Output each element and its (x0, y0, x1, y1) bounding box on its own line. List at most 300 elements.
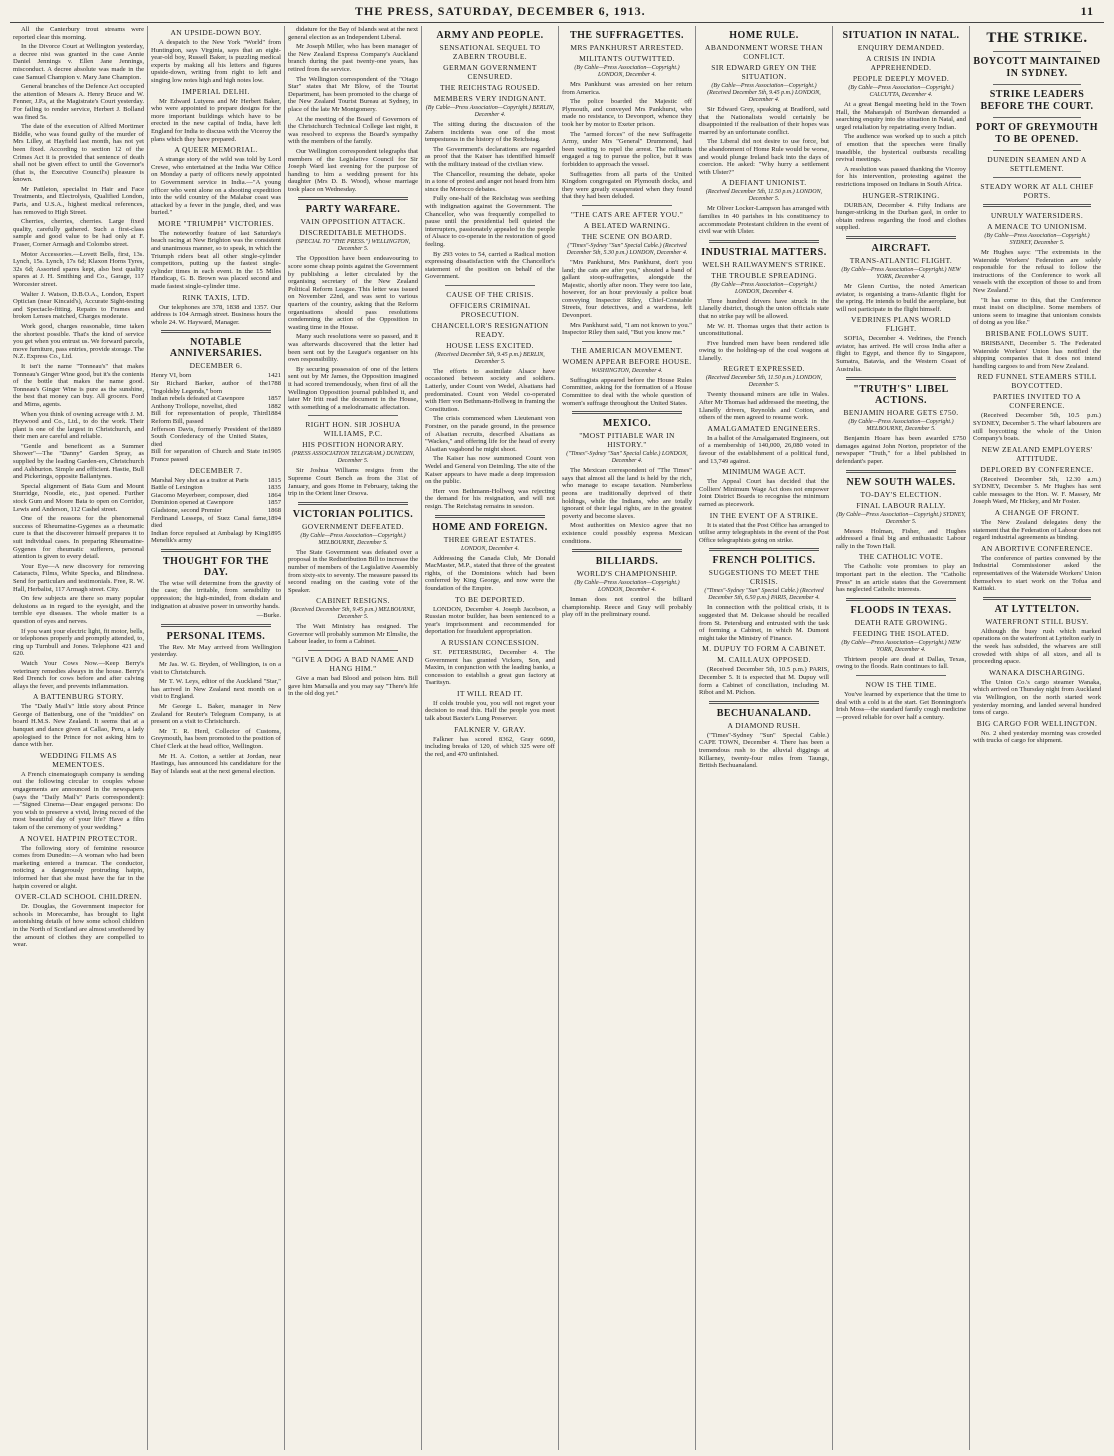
heading-brisbane: BRISBANE FOLLOWS SUIT. (985, 328, 1089, 338)
heading-read: IT WILL READ IT. (456, 688, 524, 698)
heading-faulkner: FALKNER V. GRAY. (454, 724, 526, 734)
heading-billiards-2: WORLD'S CHAMPIONSHIP. (576, 569, 678, 579)
column-3 (284, 26, 421, 1450)
pension-text: Sir Joshua Williams resigns from the Supreme Court Bench as from the 31st of January, and goes Home in February, taking the trip in the Orient liner Orsova. (288, 467, 418, 498)
news-paragraph: Watch Your Cows Now.—Keep Berry's veterinary remedies always in the house. Berry's Red Drench for cows before and after calving allays the fever, and prevents inflammation. (13, 659, 144, 690)
news-paragraph: "Mrs Pankhurst, Mrs Pankhurst, don't you land; the cats are after you," shouted a band of gallant stoop-suffragettes, alongside the Majestic, shortly after noon. They were too late, however, for an hour previously a police boat conveying Inspector Riley, Chief-Constable Streets, four detectives, and a wardress, left Devonport. (562, 258, 692, 320)
heading-truth: "TRUTH'S" LIBEL ACTIONS. (853, 384, 949, 407)
heading-personal: PERSONAL ITEMS. (166, 630, 266, 642)
school-text: Dr. Douglas, the Government inspector for schools in Morecambe, has brought to light astonishing details of how some school children in the North of Scotland are almost smothered by the amount of clothes they are compelled to wear. (13, 903, 144, 949)
russian-text: ST. PETERSBURG, December 4. The Government has granted Vickers, Son, and Maxim, in conjunction with the leading banks, a concession to establish a great gun factory at Tsaritsyn. (425, 648, 555, 687)
heading-triumph: MORE "TRIUMPH" VICTORIES. (157, 218, 275, 228)
news-paragraph: If you want your electric light, fit motor, bells, or telephones properly and promptly attended, to, ring up Turnbull and Jones. Telephone 421 and 620. (13, 627, 144, 658)
deport-text: LONDON, December 4. Joseph Jacobson, a Russian motor builder, has been sentenced to a year's imprisonment and recommended for deportation for fraudulent appropriation. (425, 605, 555, 636)
news-paragraph: In the Divorce Court at Wellington yesterday, a decree nisi was granted in the case Annie Daniel Jennings v. Ellen Jane Jennings, misconduct. A decree absolute was made in the case Samuel Champion v. Mary Jane Champion. (13, 43, 144, 81)
heading-pension: HIS POSITION HONORARY. (302, 440, 404, 450)
heading-industrial: INDUSTRIAL MATTERS. (701, 246, 827, 258)
french-byline: ("Times"-Sydney "Sun" Special Cable.) (Received December 5th, 6.50 p.m.) PARIS, December 4. (704, 588, 824, 602)
news-paragraph: The audience was worked up to such a pitch of emotion that the speeches were finally inaudible, the hysterical outbursts recalling revival meetings. (836, 133, 966, 164)
heading-russian: A RUSSIAN CONCESSION. (440, 637, 540, 647)
cabinet-byline: (Received December 5th, 9.45 p.m.) MELBOURNE, December 5. (290, 607, 416, 621)
personal-items (151, 644, 281, 776)
separator (846, 470, 956, 473)
heading-amal: AMALGAMATED ENGINEERS. (707, 423, 821, 433)
heading-strike-2: BOYCOTT MAINTAINED IN SYDNEY. (973, 56, 1101, 79)
column-5 (558, 26, 695, 1450)
anniv-date-1: DECEMBER 6. (189, 361, 243, 371)
heading-french: FRENCH POLITICS. (712, 555, 816, 567)
party-text (288, 255, 418, 411)
heading-bechuanaland: BECHUANALAND. (716, 707, 812, 719)
natal-byline: (By Cable—Press Association—Copyright.) CALCUTTA, December 4. (848, 85, 954, 98)
heading-strike: THE STRIKE. (986, 30, 1088, 46)
heading-defiant: A DEFIANT UNIONIST. (721, 178, 807, 188)
anniversary-row (151, 395, 281, 403)
column-6 (695, 26, 832, 1450)
natal-text (836, 101, 966, 189)
anniversary-year: 1788 (267, 380, 281, 387)
faulkner-text: Falkner has scored 8362, Gray 6090, including breaks of 120, of which 325 were off the red, and 470 unfinished. (425, 735, 555, 758)
change-text: The New Zealand delegates deny the statement that the Federation of Labour does not regard industrial agreements as binding. (973, 519, 1101, 542)
news-paragraph: The police boarded the Majestic off Plymouth, and conveyed Mrs Pankhurst, who made no resistance, to Devonport, whence they took her by motor to Exeter prison. (562, 98, 692, 128)
heading-big-cargo: BIG CARGO FOR WELLINGTON. (976, 718, 1098, 728)
heading-employers: NEW ZEALAND EMPLOYERS' ATTITUDE. (981, 444, 1093, 463)
heading-home-foreign: HOME AND FOREIGN. (432, 521, 548, 533)
heading-floods-3: FEEDING THE ISOLATED. (852, 628, 950, 638)
anniversary-event: Dominion opened at Cawnpore (151, 499, 234, 507)
personal-item: Mr Jas. W. G. Bryden, of Wellington, is on a visit to Christchurch. (151, 661, 281, 676)
mexico-text (562, 467, 692, 545)
anniv-date-2: DECEMBER 7. (189, 465, 243, 475)
anniversary-year: 1868 (267, 506, 281, 514)
col1-paras (13, 26, 144, 690)
heading-ind-3: THE TROUBLE SPREADING. (711, 270, 817, 280)
separator (572, 549, 682, 552)
heading-wanaka: WANAKA DISCHARGING. (989, 667, 1085, 677)
army-byline: (By Cable—Press Association—Copyright.) BERLIN, December 4. (425, 105, 555, 118)
heading-red-funnel: RED FUNNEL STEAMERS STILL BOYCOTTED. (977, 372, 1097, 391)
anniversary-row (151, 477, 281, 485)
vedrines-text: SOFIA, December 4. Vedrines, the French aviator, has arrived. He will cross India after a flight to Egypt, and thence fly to Singapore, Sumatra, Batavia, and the Western Coast of Australia. (836, 335, 966, 373)
news-paragraph: On few subjects are there so many popular delusions as in regard to the eyesight, and the terrible eye diseases. The whole matter is a question of eyes and nerves. (13, 595, 144, 625)
anniversary-year: 1895 (267, 529, 281, 537)
anniversary-event: Indian rebels defeated at Cawnpore (151, 395, 245, 403)
heading-mexico: MEXICO. (602, 418, 652, 430)
victorian-byline: (By Cable—Press Association—Copyright.) MELBOURNE, December 5. (300, 532, 406, 546)
personal-item: Mr H. A. Cotton, a settler at Jordan, near Hastings, has announced his candidature for the Bay of Islands seat at the next general election. (151, 752, 281, 775)
news-paragraph: Most authorities on Mexico agree that no existence could possibly express Mexican conditions. (562, 522, 692, 545)
separator (709, 548, 819, 551)
menace-byline: (By Cable—Press Association—Copyright.) SYDNEY, December 5. (984, 233, 1090, 246)
heading-change: A CHANGE OF FRONT. (994, 508, 1080, 518)
dog-text: Give a man bad Blood and poison him. Bill gave him Marsalla and you may say "There's life in the old dog yet." (288, 675, 418, 698)
news-paragraph: Your Eye—A new discovery for removing Cataracts, Films, White Specks, and Blindness. Send for particulars and testimonials. Free, R. W. Hall, Herbalist, 117 Armagh street. City. (13, 562, 144, 593)
news-paragraph: Many such resolutions were so passed, and it was afterwards discovered that the letter had been sent out by the League's organiser on his own responsibility. (288, 333, 418, 364)
heading-billiards: BILLIARDS. (595, 556, 659, 568)
heading-army-2: SENSATIONAL SEQUEL TO ZABERN TROUBLE. (439, 43, 541, 61)
separator (298, 197, 408, 200)
homerule-text (699, 106, 829, 176)
news-paragraph: The Mexican correspondent of "The Times" says that almost all the land is held by the rich, who manage to escape taxation. Numberless peons are traditionally deprived of their holdings, while the Indians, who are totally ignorant of their legal rights, are in the greatest poverty and become slaves. (562, 467, 692, 520)
strike-event-text: It is stated that the Post Office has arranged to utilise army telegraphists in the event of the Post Office telegraphists going on strike. (699, 521, 829, 544)
heading-natal-3: A CRISIS IN INDIA APPREHENDED. (866, 54, 936, 72)
news-paragraph: Special alignment of Bata Gum and Mount Sturridge, Noodle, etc., just opened. Further stock Gum and Moore Bata to open on Corridor, Lewis and Anderson, 112 Cashel street. (13, 482, 144, 513)
heading-air-2: TRANS-ATLANTIC FLIGHT. (849, 255, 953, 265)
heading-parties: PARTIES INVITED TO A CONFERENCE. (992, 392, 1082, 411)
heading-natal: SITUATION IN NATAL. (842, 30, 960, 41)
ind-byline: (By Cable—Press Association—Copyright.) LONDON, December 4. (711, 281, 817, 295)
heading-deport: TO BE DEPORTED. (455, 594, 525, 604)
heading-hunger: HUNGER-STRIKING. (862, 190, 940, 200)
anniversary-event: Jefferson Davis, formerly President of the South Confederacy of the United States, died (151, 425, 268, 448)
anniversary-year: 1815 (267, 476, 281, 484)
news-paragraph: The Wellington correspondent of the "Otago Star" states that Mr Blow, of the Tourist Department, has been promoted to the charge of the New Zealand Tourist Bureau at Sydney, in place of the late Mr Montgomery. (288, 75, 418, 113)
floods-byline: (By Cable—Press Association—Copyright.) NEW YORK, December 4. (841, 639, 961, 653)
memorial-text: A strange story of the wild was told by Lord Crewe, who entertained at the India War Office on Monday a party of officers newly appointed to Government service in India.—"A young officer who went alone on a shooting expedition into the wild country of the Malabar coast was attacked by a fever in the jungle, died, and was buried." (151, 156, 281, 217)
anniversary-event: Henry VI, born (151, 372, 192, 380)
news-paragraph: Work good, charges reasonable, time taken the shortest possible. That's the kind of service you get when you entrust us. We forward parcels, move furniture, pass entries, provide storage. The N.Z. Express Co., Ltd. (13, 322, 144, 361)
news-paragraph: Walter J. Watson, D.B.O.A., London, Expert Optician (near Kincaid's), Accurate Sight-testing and Spectacle-fitting. Repairs to Frames and broken Lenses matched, Charges moderate. (13, 290, 144, 321)
news-paragraph: At a great Bengal meeting held in the Town Hall, the Maharajah of Burdwan demanded a searching enquiry into the situation in Natal, and urged retaliation by repatriating every Indian. (836, 101, 966, 131)
anniversary-row (151, 530, 281, 545)
separator (993, 177, 1081, 178)
anniversary-row (151, 403, 281, 411)
anniversary-row (151, 484, 281, 492)
separator (993, 117, 1081, 118)
column-4 (421, 26, 558, 1450)
heading-strike-6: STEADY WORK AT ALL CHIEF PORTS. (980, 182, 1094, 200)
masthead (10, 4, 1104, 20)
heading-dog: "GIVE A DOG A BAD NAME AND HANG HIM." (292, 655, 414, 674)
heading-cause-4: HOUSE LESS EXCITED. (446, 340, 534, 350)
anniversary-row (151, 499, 281, 507)
heading-army-3: GERMAN GOVERNMENT CENSURED. (443, 63, 537, 81)
heading-home-2: THREE GREAT ESTATES. (443, 534, 537, 544)
victorian-text: The State Government was defeated over a proposal in the Redistribution Bill to increase the number of members of the Legislative Assembly from sixty-six to seventy. The measure passed its second reading on the casting vote of the Speaker. (288, 548, 418, 594)
news-paragraph: Fully one-half of the Reichstag was seething with indignation against the Government. The Chancellor, who was frequently compelled to pause until the presidential bell quieted the interrupters, passionately appealed to the people of Alsace to co-operate in the restoration of good feeling. (425, 195, 555, 248)
heading-ind-2: WELSH RAILWAYMEN'S STRIKE. (702, 259, 826, 269)
separator (308, 415, 398, 416)
cabinet-text: The Watt Ministry has resigned. The Governor will probably summon Mr Elmslie, the Labour leader, to form a Cabinet. (288, 623, 418, 646)
news-paragraph: The Government's declarations are regarded as proof that the Kaiser has identified himself with the military instead of the civilian view. (425, 145, 555, 168)
col3-intro: didature for the Bay of Islands seat at the next general election as an Independent Liberal. (288, 26, 418, 41)
separator (856, 675, 946, 676)
anniversary-year: 1421 (267, 372, 281, 380)
american-text: Suffragists appeared before the House Rules Committee, asking for the formation of a House Committee to deal with the whole question of women's suffrage throughout the United States. (562, 376, 692, 407)
heading-mexico-2: "MOST PITIABLE WAR IN HISTORY." (579, 431, 675, 450)
defiant-text: Mr Oliver Locker-Lampson has arranged with families in 40 parishes in his constituency to accommodate Protestant children in the event of civil war with Ulster. (699, 205, 829, 236)
heading-cats-2: A BELATED WARNING. (583, 220, 671, 230)
anniversary-year: 1857 (267, 499, 281, 507)
heading-cats: "THE CATS ARE AFTER YOU." (570, 209, 684, 219)
news-paragraph: By 293 votes to 54, carried a Radical motion expressing dissatisfaction with the Chancellor's statement of the position on behalf of the Government. (425, 250, 555, 281)
news-paragraph: Three hundred drivers have struck in the Llanelly district, though the union officials state that no strike pay will be allowed. (699, 297, 829, 320)
news-paragraph: Mr W. H. Thomas urges that their action is unconstitutional. (699, 322, 829, 338)
news-paragraph: Herr von Bethmann-Hollweg was rejecting the demand for his resignation, and will not resign. The Reichstag remains in session. (425, 487, 555, 510)
heading-lyttelton: AT LYTTELTON. (994, 603, 1080, 615)
floods-text: Thirteen people are dead at Dallas, Texas, owing to the floods. Rain continues to fall. (836, 655, 966, 671)
heading-menace: A MENACE TO UNIONISM. (987, 222, 1087, 231)
heading-rights: RIGHT HON. SIR JOSHUA WILLIAMS, P.C. (305, 420, 401, 439)
heading-hr-3: SIR EDWARD GREY ON THE SITUATION. (711, 63, 817, 81)
heading-thought: THOUGHT FOR THE DAY. (162, 555, 270, 578)
menace-text (973, 249, 1101, 327)
anniversary-year: 1905 (267, 448, 281, 456)
column-7 (832, 26, 969, 1450)
heading-strike-4: PORT OF GREYMOUTH TO BE OPENED. (975, 122, 1099, 145)
separator (709, 701, 819, 704)
news-paragraph: When you think of owning acreage with J. M. Heywood and Co., Ltd., to do the work. Their plant is one of the largest in Christchurch, and their men are careful and reliable. (13, 410, 144, 441)
news-paragraph: The Chancellor, resuming the debate, spoke in a tone of protest and anger not heard from him since the Morocco debates. (425, 170, 555, 193)
heading-cause-2: OFFICERS CRIMINAL PROSECUTION. (449, 300, 531, 319)
heading-catholic: THE CATHOLIC VOTE. (858, 552, 944, 562)
heading-suffragettes: THE SUFFRAGETTES. (569, 30, 685, 41)
news-paragraph: Mr Hughes says: "The extremists in the Waterside Workers' Federation are solely responsible for the refusal to follow the instructions of the Conference to work all vessels with the exception of those to and from New Zealand." (973, 249, 1101, 294)
column-1 (10, 26, 147, 1450)
cats-text (562, 259, 692, 337)
anniversary-event: Anthony Trollope, novelist, died (151, 402, 237, 410)
heading-cause: CAUSE OF THE CRISIS. (446, 289, 534, 299)
waterfront-text: Although the busy rush which marked operations on the waterfront at Lyttelton early in the week has subsided, the wharves are still crowded with ships of all sizes, and all is proceeding apace. (973, 627, 1101, 666)
read-text: If colds trouble you, you will not regret your decision to read this. Half the people you meet talk about Baxter's Lung Preserver. (425, 699, 555, 723)
heading-aircraft: AIRCRAFT. (871, 242, 931, 254)
big-cargo-text: No. 2 shed yesterday morning was crowded with trucks of cargo for shipment. (973, 729, 1101, 745)
personal-item: Mr T. W. Leys, editor of the Auckland "Star," has arrived in New Zealand next month on a visit to England. (151, 678, 281, 701)
separator (993, 51, 1081, 52)
cause-byline: (Received December 5th, 9.45 p.m.) BERLIN, December 5. (435, 351, 545, 365)
heading-cause-3: CHANCELLOR'S RESIGNATION READY. (431, 320, 549, 339)
anniversary-list-2 (151, 477, 281, 545)
heading-french-2: SUGGESTIONS TO MEET THE CRISIS. (708, 568, 820, 587)
heading-memorial: A QUEER MEMORIAL. (174, 145, 258, 155)
separator (846, 236, 956, 239)
personal-item: The Rev. Mr May arrived from Wellington yesterday. (151, 643, 281, 659)
abortive-text: The conference of parties convened by the Industrial Commissioner asked the representatives of the Waterside Workers' Union themselves to start work on the Tofua and Kaitiaki. (973, 554, 1101, 593)
party-byline: (SPECIAL TO "THE PRESS.") WELLINGTON, December 5. (295, 239, 411, 253)
news-paragraph: "It has come to this, that the Conference must insist on discipline. Some members of unions seem to imagine that unionism consists of doing as you like." (973, 296, 1101, 327)
regret-byline: (Received December 5th, 11.50 p.m.) LONDON, December 5. (705, 375, 823, 389)
heading-strike-event: IN THE EVENT OF A STRIKE. (709, 510, 819, 520)
cause-text (425, 368, 555, 511)
news-paragraph: Our Wellington correspondent telegraphs that members of the Legislative Council for Sir Joseph Ward last evening for the purpose of handing to him a wedding present for his daughter (Mrs D. B. Wood), whose marriage took place on Wednesday. (288, 147, 418, 193)
news-paragraph: Mrs Pankhurst was arrested on her return from America. (562, 81, 692, 96)
heading-minwage: MINIMUM WAGE ACT. (722, 467, 806, 477)
heading-dupuy: M. DUPUY TO FORM A CABINET. (702, 644, 826, 654)
news-paragraph: Cherries, cherries, cherries. Large fixed quality, carefully gathered. Such a first-class sample and good value to be had only at F. Fraser, Corner Armagh and Colombo street. (13, 218, 144, 249)
separator (308, 650, 398, 651)
catholic-text: The Catholic vote promises to play an important part in the election. The "Catholic Press" in an article states that the Government has neglected Catholic interests. (836, 563, 966, 594)
thought-text: The wise will determine from the gravity of the case; the irritable, from sensibility to oppression; the high-minded, from disdain and indignation at abusive power in unworthy hands. (151, 579, 281, 610)
news-paragraph: The crisis commenced when Lieutenant von Forstner, on the parade ground, in the presence of Alsatian recruits, described Alsatians as "Wackes," and offering life for the head of every Alsatian vagabond he might shoot. (425, 415, 555, 453)
heading-suff-3: MILITANTS OUTWITTED. (579, 54, 675, 63)
home-text: Addressing the Canada Club, Mr Donald MacMaster, M.P., stated that three of the greatest rights, of the Dominions which had been conferred by King George, and now were the foundation of the Empire. (425, 554, 555, 592)
news-paragraph: By securing possession of one of the letters sent out by Mr James, the Opposition imagined it had scored tremendously, when first of all the Wellington Opposition journal published it, and later Mr Iritt read the document in the House, with something of a melodramatic affectation. (288, 365, 418, 411)
masthead-title: THE PRESS, SATURDAY, DECEMBER 6, 1913. (355, 4, 646, 18)
american-byline: WASHINGTON, December 4. (591, 367, 663, 374)
news-paragraph: Mrs Pankhurst said, "I am not known to you." Inspector Riley then said, "But you know me." (562, 321, 692, 337)
triumph-text: The noteworthy feature of last Saturday's beach racing at New Brighton was the consistent and unanimous manner, so to speak, in which the Triumph riders beat all other single-cylinder competitors, putting up the fastest single-cylinder times in each event. In the 15 Miles Handicap, G. B. Brown was placed second and made fastest single-cylinder time. (151, 229, 281, 291)
heading-army: ARMY AND PEOPLE. (436, 30, 544, 41)
heading-natal-2: ENQUIRY DEMANDED. (857, 43, 945, 52)
news-paragraph: Five hundred men have been rendered idle owing to the holding-up of the coal wagons at Llanelly. (699, 339, 829, 362)
anniversary-year: 1882 (267, 402, 281, 410)
personal-item: Mr T. R. Herd, Collector of Customs, Greymouth, has been promoted to the position of Chief Clerk at the head office, Wellington. (151, 727, 281, 750)
anniversary-event: Marshal Ney shot as a traitor at Paris (151, 476, 249, 484)
heading-wedding: WEDDING FILMS AS MEMENTOES. (39, 750, 118, 769)
heading-battenburg: A BATTENBURG STORY. (33, 692, 124, 702)
column-2 (147, 26, 284, 1450)
nsw-byline: (By Cable—Press Association—Copyright.) SYDNEY, December 5. (836, 511, 966, 525)
truth-text: Benjamin Hoare has been awarded £750 damages against John Norton, proprietor of the newspaper "Truth," for a libel published in defendant's paper. (836, 435, 966, 466)
news-paragraph: General branches of the Defence Act occupied the attention of Messrs A. Henry Bruce and W. Fenner, J.P.s, at the Magistrate's Court yesterday. For failing to render service, Herbert J. Bolland was fined 5s. (13, 83, 144, 121)
heading-victorian: VICTORIAN POLITICS. (292, 508, 414, 520)
bech-text: ("Times"-Sydney "Sun" Special Cable.) CAPE TOWN, December 4. There has been a tremendous rush to the alluvial diggings at Killarney, twenty-four miles from Taungs, British Bechuanaland. (699, 731, 829, 770)
defiant-byline: (Received December 5th, 11.50 p.m.) LONDON, December 5. (705, 189, 823, 203)
anniversary-row (151, 515, 281, 530)
separator (582, 341, 672, 342)
news-paragraph: The sitting during the discussion of the Zabern incidents was one of the most tempestuous in the history of the Reichstag. (425, 121, 555, 144)
cats-byline: ("Times"-Sydney "Sun" Special Cable.) (Received December 5th, 5.30 p.m.) LONDON, December 4. (566, 242, 688, 256)
anniversary-list-1 (151, 372, 281, 463)
news-paragraph: Mr Pattleton, specialist in Hair and Face Treatments, and Electrolysis, Qualified London, Paris, and U.S.A., highest medical references, has removed to High Street. (13, 185, 144, 216)
french-text: In connection with the political crisis, it is suggested that M. Delcasse should be recalled from St. Petersburg and entrusted with the task of forming a Cabinet, in which M. Dumont might take the Ministry of Finance. (699, 604, 829, 642)
air-text: Mr Glenn Curtiss, the noted American aviator, is organising a trans-Atlantic flight for the spring. He intends to build the aeroplane, but will not participate in the flight himself. (836, 282, 966, 313)
home-byline: LONDON, December 4. (461, 545, 519, 552)
thought-author: —Burke. (256, 612, 281, 620)
billiards-byline: (By Cable—Press Association—Copyright.) LONDON, December 4. (574, 580, 680, 594)
heading-nsw-2: TO-DAY'S ELECTION. (860, 489, 942, 499)
nsw-text: Messrs Holman, Fisher, and Hughes addressed a final big and enthusiastic Labour rally in the Town Hall. (836, 527, 966, 550)
news-paragraph: The Opposition have been endeavouring to score some cheap points against the Government by publishing a letter circulated by the organising secretary of the New Zealand Political Reform League. This letter was issued on November 22nd, and was sent to various quarters of the country, asking that the Reform organisations should pass resolutions condemning the action of the Opposition in wasting time in the House. (288, 255, 418, 331)
news-paragraph: The efforts to assimilate Alsace have occasioned between society and soldiers. Latterly, under Count von Wedel, Alsatians had predominated. Count von Wedel co-operated with Herr von Bethmann-Hollweg in framing the Constitution. (425, 367, 555, 413)
hr-byline: (By Cable—Press Association—Copyright.) (Received December 5th, 9.45 p.m.) LONDON, December 4. (707, 83, 821, 103)
heading-anniversaries: NOTABLE ANNIVERSARIES. (169, 337, 263, 360)
news-paragraph: "Gentle and beneficent as a Summer Shower"—The "Danny" Garden Spray, as supplied by the leading Garden-ers, Christchurch and Ashburton. Simple and efficient. Hastie, Bull and Pickerings, opposite Ballantynes. (13, 442, 144, 481)
anniversary-year: 1835 (267, 484, 281, 492)
anniversary-row (151, 372, 281, 380)
heading-unruly: UNRULY WATERSIDERS. (990, 211, 1084, 220)
amal-text: In a ballot of the Amalgamated Engineers, out of a membership of 140,000, 26,080 voted in favour of the establishment of a political fund, and 13,749 against. (699, 434, 829, 465)
separator (161, 624, 271, 627)
anniversary-event: Indian force repulsed at Ambalagi by King Menelik's army (151, 529, 268, 545)
separator (298, 502, 408, 505)
separator (846, 598, 956, 601)
anniversary-row (151, 410, 281, 425)
billiards-text: Inman does not control the billiard championship. Reece and Gray will probably play off in the preliminary round. (562, 596, 692, 619)
upside-text: A despatch to the New York "World" from Huntington, says Virginia, says that an eight-year-old boy, Russell Baker, is puzzling medical experts by making all his letters and figures upside-down, writing from right to left and singing low notes high and high notes low. (151, 39, 281, 84)
deplored-text: (Received December 5th, 12.30 a.m.) SYDNEY, December 5. Mr Hughes has sent cable messages to the Hon. W. F. Massey, Mr Joseph Ward, Mr Hickey, and Mr Foster. (973, 475, 1101, 506)
heading-rink: RINK TAXIS, LTD. (182, 292, 250, 302)
regret-text: Twenty thousand miners are idle in Wales. After Mr Thomas had addressed the meeting, the Llanelly drivers, Reynolds and Cotton, and others of the men agreed to resume work. (699, 391, 829, 422)
heading-strike-5: DUNEDIN SEAMEN AND A SETTLEMENT. (987, 155, 1087, 173)
mexico-byline: ("Times"-Sydney "Sun" Special Cable.) LONDON, December 4. (566, 451, 688, 465)
heading-waterfront: WATERFRONT STILL BUSY. (985, 616, 1089, 626)
heading-strike-3: STRIKE LEADERS BEFORE THE COURT. (980, 89, 1094, 112)
news-paragraph: It isn't the name "Tonneau's" that makes Tonneau's Ginger Wine good, but it's the contents of the bottle that makes the name good. Tonneau's Ginger Wine is pure as the sunshine, the best that money can buy. All grocers. Ford and Mims, agents. (13, 362, 144, 408)
separator (993, 84, 1081, 85)
suff-byline: (By Cable—Press Association—Copyright.) LONDON, December 4. (574, 65, 680, 78)
news-paragraph: One of the reasons for the phenomenal success of Rheumatine-Gygenes as a rheumatic cure is that the discoverer himself prepares it to suit individual cases. In preparing Rheumatine-Gygenes for rheumatic sufferers, personal attention is given to every detail. (13, 515, 144, 561)
wedding-text: A French cinematograph company is sending out the following circular to couples whose engagements are announced in the newspapers (says the "Daily Mail's" Paris correspondent):—"Signed Cinema—Dear engaged persons: Do you wish to preserve a vivid, living record of the most beautiful day of your life? Have a film taken of the ceremony of your wedding." (13, 770, 144, 831)
anniversary-row (151, 492, 281, 500)
separator (435, 515, 545, 518)
col3-paras (288, 43, 418, 193)
anniversary-year: 1857 (267, 395, 281, 403)
heading-vedrines: VEDRINES PLANS WORLD FLIGHT. (851, 315, 951, 334)
news-paragraph: Mr Joseph Miller, who has been manager of the New Zealand Express Company's Auckland branch during the past twenty-one years, has retired from the service. (288, 43, 418, 73)
wanaka-text: The Union Co.'s cargo steamer Wanaka, which arrived on Thursday night from Auckland via Wellington, on the north started work yesterday morning, and landed several hundred tons of cargo. (973, 678, 1101, 717)
heading-party-3: DISCREDITABLE METHODS. (299, 228, 407, 238)
personal-item: Mr George L. Baker, manager in New Zealand for Reuter's Telegram Company, is at present on a visit to Christchurch. (151, 703, 281, 726)
rink-text: Our telephones are 378, 1838 and 1357. Our address is 104 Armagh street. Business hours the whole 24. W. Hayward, Manager. (151, 303, 281, 326)
brisbane-text: BRISBANE, December 5. The Federated Waterside Workers' Union has notified the shipping companies that it does not intend handling cargoes to and from New Zealand. (973, 339, 1101, 370)
news-paragraph: The date of the execution of Alfred Mortimer Biddle, who was found guilty of the murder of Mrs Lilley, at Hayfield last month, has not yet been fixed. According to section 12 of the Crimes Act it is provided that sentence of death shall not be given effect to until the Governor's (that is, the Executive Council's) pleasure is known. (13, 123, 144, 184)
separator (161, 549, 271, 552)
anniversary-year: 1894 (267, 514, 281, 522)
heading-home-rule: HOME RULE. (729, 30, 799, 41)
news-paragraph: Sir Edward Grey, speaking at Bradford, said that the Nationalists would certainly be disappointed if the realisation of their hopes was marred by an unfortunate conflict. (699, 106, 829, 136)
news-paragraph: The "armed forces" of the new Suffragette Army, under Mrs "General" Drummond, had been waiting to repel the arrest. The militants engaged a tug to pursue the police, but it was forbidden to approach the vessel. (562, 130, 692, 168)
heading-victorian-2: GOVERNMENT DEFEATED. (301, 521, 405, 531)
caillaux-text: (Received December 5th, 10.5 p.m.) PARIS, December 5. It is expected that M. Dupuy will form a Cabinet of conciliation, including M. Ribot and M. Pichon. (699, 666, 829, 697)
minwage-text: The Appeal Court has decided that the Colliers' Minimum Wage Act does not empower Joint District Boards to recognise the minimum earned as piecework. (699, 478, 829, 508)
heading-upside: AN UPSIDE-DOWN BOY. (170, 28, 262, 37)
heading-cats-3: THE SCENE ON BOARD. (581, 231, 673, 241)
air-byline: (By Cable—Press Association—Copyright.) NEW YORK, December 4. (841, 266, 961, 280)
heading-nsw: NEW SOUTH WALES. (846, 476, 956, 488)
anniversary-row (151, 448, 281, 463)
heading-american: THE AMERICAN MOVEMENT. (571, 345, 683, 355)
army-text (425, 121, 555, 281)
separator (572, 411, 682, 414)
heading-bech-2: A DIAMOND RUSH. (727, 720, 801, 730)
suff-text (562, 81, 692, 201)
heading-time: NOW IS THE TIME. (865, 679, 937, 689)
anniversary-row (151, 380, 281, 395)
anniversary-event: Giacomo Meyerbeer, composer, died (151, 491, 249, 499)
anniversary-year: 1864 (267, 491, 281, 499)
anniversary-event: Bill for representation of people, Third Reform Bill, passed (151, 410, 268, 425)
news-paragraph: All the Canterbury trout streams were reported clear this morning. (13, 26, 144, 41)
separator (983, 597, 1091, 600)
heading-cabinet: CABINET RESIGNS. (316, 596, 390, 606)
heading-suff-2: MRS PANKHURST ARRESTED. (570, 43, 684, 52)
masthead-rule (10, 22, 1104, 23)
heading-regret: REGRET EXPRESSED. (723, 364, 805, 374)
separator (161, 330, 271, 333)
heading-floods: FLOODS IN TEXAS. (850, 604, 952, 616)
separator (582, 205, 672, 206)
anniversary-year: 1884 (267, 410, 281, 418)
heading-party-2: VAIN OPPOSITION ATTACK. (300, 217, 406, 227)
heading-nsw-3: FINAL LABOUR RALLY. (856, 500, 946, 510)
heading-army-5: MEMBERS VERY INDIGNANT. (433, 94, 547, 103)
heading-truth-2: BENJAMIN HOARE GETS £750. (843, 408, 959, 418)
heading-army-4: THE REICHSTAG ROUSED. (439, 83, 541, 92)
parties-text: (Received December 5th, 10.5 p.m.) SYDNEY, December 5. The wharf labourers are still boycotting the whole of the Union Company's boats. (973, 412, 1101, 443)
heading-delhi: IMPERIAL DELHI. (182, 86, 250, 96)
heading-caillaux: M. CAILLAUX OPPOSED. (717, 655, 811, 665)
news-paragraph: Motor Accessories.—Lovett Bells, first, 13s. Lynch, 15s. Lynch, 17s 6d; Klaxon Horns Tyres, 32s 6d; Assorted spares kept, also best quality spares at J. H. Smithing and Co., Garage, 117 Worcester street. (13, 250, 144, 288)
heading-hr-2: ABANDONMENT WORSE THAN CONFLICT. (705, 43, 823, 61)
news-paragraph: The Kaiser has now summoned Count von Wedel and General von Deimling. The site of the Kaiser appears to have made a deep impression on the public. (425, 455, 555, 486)
time-text: You've learned by experience that the time to deal with a cold is at the start. Get Bonnington's Irish Moss—the standard family cough medicine—proved reliable for over half a century. (836, 690, 966, 721)
separator (709, 240, 819, 243)
anniversary-event: Bill for separation of Church and State in France passed (151, 448, 268, 463)
heading-school: OVER-CLAD SCHOOL CHILDREN. (15, 892, 142, 902)
anniversary-year: 1889 (267, 425, 281, 433)
anniversary-event: Sir Richard Barker, author of the "Ingoldsby Legends," born (151, 380, 268, 395)
